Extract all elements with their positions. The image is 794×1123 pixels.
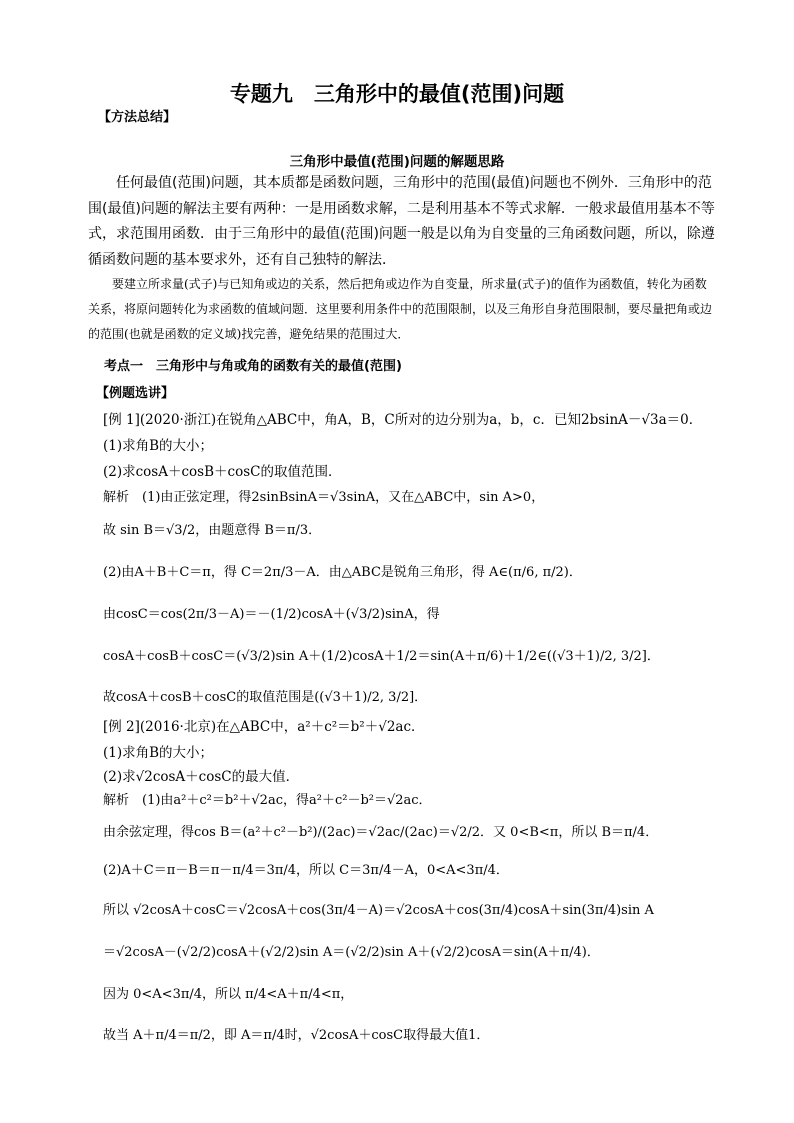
method-summary-header: 【方法总结】 bbox=[98, 110, 177, 125]
example-1-q2: (2)求cosA＋cosB＋cosC的取值范围． bbox=[103, 464, 342, 480]
example-2-q1: (1)求角B的大小； bbox=[103, 745, 214, 761]
kaodian-heading: 考点一 三角形中与角或角的函数有关的最值(范围) bbox=[104, 359, 402, 374]
example-1-solution-5: cosA＋cosB＋cosC＝(√3/2)sin A＋(1/2)cosA＋1/2＝sin(A＋π/6)＋1/2∈((√3＋1)/2, 3/2]． bbox=[103, 649, 660, 664]
example-2-solution-5: ＝√2cosA－(√2/2)cosA＋(√2/2)sin A＝(√2/2)sin A＋(√2/2)cosA＝sin(A＋π/4)． bbox=[103, 945, 600, 960]
example-2-solution-4: 所以 √2cosA＋cosC＝√2cosA＋cos(3π/4－A)＝√2cosA＋cos(3π/4)cosA＋sin(3π/4)sin A bbox=[103, 903, 654, 918]
example-2-statement: [例 2](2016·北京)在△ABC中，a²＋c²＝b²＋√2ac． bbox=[103, 719, 425, 735]
example-2-solution-2: 由余弦定理，得cos B＝(a²＋c²－b²)/(2ac)＝√2ac/(2ac)＝√2/2．又 0<B<π，所以 B＝π/4． bbox=[103, 825, 659, 840]
example-1-solution-6: 故cosA＋cosB＋cosC的取值范围是((√3＋1)/2, 3/2]． bbox=[103, 690, 428, 705]
example-1-solution-2: 故 sin B＝√3/2，由题意得 B＝π/3． bbox=[103, 523, 322, 538]
page-title: 专题九 三角形中的最值(范围)问题 bbox=[229, 82, 565, 106]
note-paragraph: 要建立所求量(式子)与已知角或边的关系，然后把角或边作为自变量，所求量(式子)的值作为函数值，转化为函数关系，将原问题转化为求函数的值域问题．这里要利用条件中的范围限制，以及三角形自身范围限制，要尽量把角或边的范围(也就是函数的定义域)找完善，避免结果的范围过大． bbox=[88, 277, 713, 341]
example-2-solution-6: 因为 0<A<3π/4，所以 π/4<A＋π/4<π， bbox=[103, 987, 354, 1002]
example-2-solution-3: (2)A＋C＝π－B＝π－π/4＝3π/4，所以 C＝3π/4－A，0<A<3π/4． bbox=[103, 863, 509, 878]
example-2-solution-7: 故当 A＋π/4＝π/2，即 A＝π/4时，√2cosA＋cosC取得最大值1． bbox=[103, 1028, 490, 1043]
example-2-solution-1: 解析 (1)由a²＋c²＝b²＋√2ac，得a²＋c²－b²＝√2ac． bbox=[103, 793, 432, 808]
example-1-q1: (1)求角B的大小； bbox=[103, 438, 214, 454]
example-1-solution-1: 解析 (1)由正弦定理，得2sinBsinA＝√3sinA，又在△ABC中，sin A>0， bbox=[103, 490, 545, 505]
example-2-q2: (2)求√2cosA＋cosC的最大值． bbox=[103, 769, 300, 785]
example-1-solution-4: 由cosC＝cos(2π/3－A)＝－(1/2)cosA＋(√3/2)sinA，得 bbox=[103, 607, 440, 622]
example-1-solution-3: (2)由A＋B＋C＝π，得 C＝2π/3－A．由△ABC是锐角三角形，得 A∈(π/6, π/2)． bbox=[103, 565, 582, 580]
section-subtitle: 三角形中最值(范围)问题的解题思路 bbox=[289, 154, 505, 170]
intro-paragraph: 任何最值(范围)问题，其本质都是函数问题，三角形中的范围(最值)问题也不例外．三角形中的范围(最值)问题的解法主要有两种：一是用函数求解，二是利用基本不等式求解．一般求最值用基本不等式，求范围用函数．由于三角形中的最值(范围)问题一般是以角为自变量的三角函数问题，所以，除遵循函数问题的基本要求外，还有自己独特的解法． bbox=[88, 175, 715, 268]
example-1-statement: [例 1](2020·浙江)在锐角△ABC中，角A，B，C所对的边分别为a，b，c．已知2bsinA－√3a＝0． bbox=[103, 412, 703, 428]
example-header: 【例题选讲】 bbox=[96, 386, 175, 401]
